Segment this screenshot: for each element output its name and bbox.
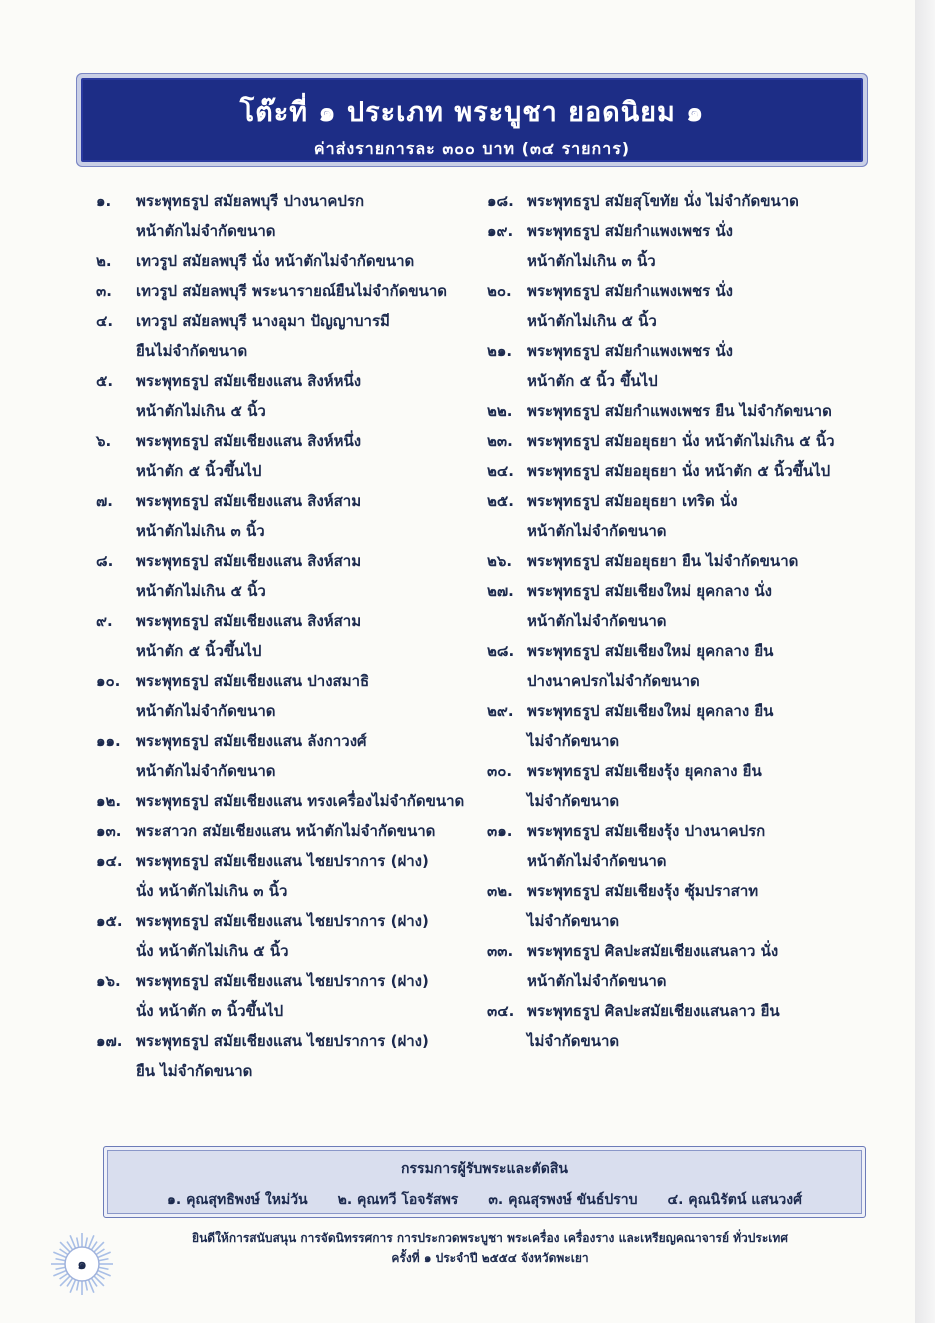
item-number: ๑๓.	[96, 822, 122, 840]
item-line: ไม่จำกัดขนาด	[527, 1032, 620, 1050]
list-item	[96, 816, 496, 846]
list-item	[487, 576, 887, 636]
item-line: นั่ง หน้าตักไม่เกิน ๓ นิ้ว	[136, 882, 288, 900]
item-number: ๑๐.	[96, 672, 121, 690]
list-item	[487, 996, 887, 1056]
item-line: หน้าตักไม่จำกัดขนาด	[527, 612, 667, 630]
item-number: ๒๒.	[487, 402, 513, 420]
list-item	[96, 786, 496, 816]
item-description	[136, 666, 496, 726]
item-description	[136, 786, 496, 816]
item-line: หน้าตักไม่จำกัดขนาด	[136, 702, 276, 720]
item-description	[136, 486, 496, 546]
page-edge	[915, 0, 935, 1323]
item-number: ๒๕.	[487, 492, 514, 510]
item-number: ๒๙.	[487, 702, 514, 720]
item-line: พระพุทธรูป สมัยเชียงแสน ไชยปราการ (ฝาง)	[136, 1032, 429, 1050]
item-number: ๒๑.	[487, 342, 513, 360]
item-description	[136, 546, 496, 606]
list-item	[96, 726, 496, 786]
list-item	[487, 696, 887, 756]
item-description	[527, 756, 887, 816]
item-number: ๙.	[96, 612, 113, 630]
category-banner	[81, 78, 863, 162]
item-description	[527, 876, 887, 936]
committee-member: ๓. คุณสุรพงษ์ ขันธ์ปราบ	[488, 1192, 638, 1208]
item-number: ๕.	[96, 372, 114, 390]
item-line: พระพุทธรูป สมัยเชียงรุ้ง ปางนาคปรก	[527, 822, 766, 840]
list-item	[487, 936, 887, 996]
item-number: ๓๑.	[487, 822, 513, 840]
item-description	[527, 486, 887, 546]
item-number: ๒๘.	[487, 642, 515, 660]
item-number: ๒๐.	[487, 282, 512, 300]
item-line: พระพุทธรูป สมัยอยุธยา นั่ง หน้าตัก ๕ นิ้วขึ้นไป	[527, 462, 831, 480]
item-number: ๓๓.	[487, 942, 514, 960]
item-list-right	[487, 186, 887, 1056]
list-item	[487, 486, 887, 546]
item-number: ๑๑.	[96, 732, 121, 750]
item-line: พระพุทธรูป สมัยกำแพงเพชร นั่ง	[527, 222, 734, 240]
footer-line: ยินดีให้การสนับสนุน การจัดนิทรรศการ การประกวดพระบูชา พระเครื่อง เครื่องราง และเหรียญคณาจารย์ ทั่วประเทศ	[192, 1231, 788, 1245]
item-line: พระพุทธรูป สมัยเชียงใหม่ ยุคกลาง ยืน	[527, 702, 774, 720]
item-line: พระพุทธรูป สมัยเชียงแสน ไชยปราการ (ฝาง)	[136, 972, 429, 990]
list-item	[487, 186, 887, 216]
item-line: พระพุทธรูป สมัยเชียงแสน ไชยปราการ (ฝาง)	[136, 912, 429, 930]
item-description	[527, 426, 887, 456]
item-line: พระพุทธรูป สมัยเชียงแสน สิงห์หนึ่ง	[136, 432, 362, 450]
item-line: พระพุทธรูป สมัยเชียงรุ้ง ซุ้มปราสาท	[527, 882, 759, 900]
item-line: หน้าตัก ๕ นิ้ว ขึ้นไป	[527, 372, 658, 390]
list-item	[96, 1026, 496, 1086]
item-number: ๒๓.	[487, 432, 513, 450]
footer-note	[130, 1228, 850, 1268]
item-line: หน้าตักไม่จำกัดขนาด	[527, 522, 667, 540]
item-line: พระพุทธรูป สมัยเชียงแสน ทรงเครื่องไม่จำกัดขนาด	[136, 792, 465, 810]
item-line: พระพุทธรูป สมัยอยุธยา นั่ง หน้าตักไม่เกิน ๕ นิ้ว	[527, 432, 835, 450]
item-line: พระพุทธรูป สมัยอยุธยา เทริด นั่ง	[527, 492, 738, 510]
item-line: พระพุทธรูป สมัยอยุธยา ยืน ไม่จำกัดขนาด	[527, 552, 799, 570]
item-line: ไม่จำกัดขนาด	[527, 912, 620, 930]
item-line: พระพุทธรูป สมัยเชียงแสน สิงห์สาม	[136, 552, 362, 570]
list-item	[96, 606, 496, 666]
item-line: พระพุทธรูป สมัยกำแพงเพชร นั่ง	[527, 342, 734, 360]
item-line: พระพุทธรูป ศิลปะสมัยเชียงแสนลาว ยืน	[527, 1002, 780, 1020]
item-line: หน้าตักไม่เกิน ๓ นิ้ว	[527, 252, 656, 270]
list-item	[96, 366, 496, 426]
list-item	[487, 876, 887, 936]
item-description	[527, 396, 887, 426]
item-line: พระพุทธรูป ศิลปะสมัยเชียงแสนลาว นั่ง	[527, 942, 779, 960]
item-line: หน้าตักไม่จำกัดขนาด	[136, 762, 276, 780]
item-number: ๗.	[96, 492, 113, 510]
item-description	[527, 186, 887, 216]
item-description	[527, 936, 887, 996]
item-line: พระพุทธรูป สมัยเชียงแสน สิงห์หนึ่ง	[136, 372, 362, 390]
item-description	[136, 276, 496, 306]
list-item	[96, 666, 496, 726]
item-line: พระพุทธรูป สมัยเชียงรุ้ง ยุคกลาง ยืน	[527, 762, 762, 780]
item-line: นั่ง หน้าตัก ๓ นิ้วขึ้นไป	[136, 1002, 284, 1020]
item-line: หน้าตัก ๕ นิ้วขึ้นไป	[136, 642, 262, 660]
item-number: ๑๒.	[96, 792, 122, 810]
item-line: พระพุทธรูป สมัยเชียงแสน สิงห์สาม	[136, 492, 362, 510]
item-description	[527, 696, 887, 756]
list-item	[96, 546, 496, 606]
item-description	[527, 276, 887, 336]
item-description	[136, 306, 496, 366]
item-description	[527, 636, 887, 696]
item-number: ๘.	[96, 552, 114, 570]
page-title: โต๊ะที่ ๑ ประเภท พระบูชา ยอดนิยม ๑	[239, 97, 705, 128]
item-line: พระพุทธรูป สมัยเชียงแสน ไชยปราการ (ฝาง)	[136, 852, 429, 870]
list-item	[487, 456, 887, 486]
item-description	[136, 606, 496, 666]
item-line: พระพุทธรูป สมัยกำแพงเพชร นั่ง	[527, 282, 734, 300]
item-description	[527, 576, 887, 636]
item-number: ๒๔.	[487, 462, 514, 480]
page-number: ๑	[77, 1255, 87, 1273]
item-number: ๒.	[96, 252, 112, 270]
item-number: ๓๐.	[487, 762, 513, 780]
item-description	[136, 426, 496, 486]
item-description	[136, 816, 496, 846]
item-description	[527, 336, 887, 396]
item-line: เทวรูป สมัยลพบุรี นางอุมา ปัญญาบารมี	[136, 312, 390, 330]
item-number: ๖.	[96, 432, 112, 450]
item-number: ๔.	[96, 312, 114, 330]
item-description	[136, 726, 496, 786]
list-item	[96, 426, 496, 486]
item-number: ๑๕.	[96, 912, 123, 930]
item-line: พระสาวก สมัยเชียงแสน หน้าตักไม่จำกัดขนาด	[136, 822, 436, 840]
list-item	[96, 186, 496, 246]
item-line: หน้าตักไม่เกิน ๕ นิ้ว	[136, 402, 266, 420]
item-line: เทวรูป สมัยลพบุรี นั่ง หน้าตักไม่จำกัดขนาด	[136, 252, 415, 270]
list-item	[96, 846, 496, 906]
item-description	[527, 456, 887, 486]
item-number: ๑๗.	[96, 1032, 123, 1050]
committee-members	[104, 1189, 865, 1211]
committee-member: ๑. คุณสุทธิพงษ์ ใหม่วัน	[166, 1192, 308, 1208]
item-number: ๒๖.	[487, 552, 513, 570]
item-line: พระพุทธรูป สมัยเชียงใหม่ ยุคกลาง นั่ง	[527, 582, 772, 600]
item-line: ไม่จำกัดขนาด	[527, 792, 620, 810]
item-line: พระพุทธรูป สมัยเชียงแสน สิงห์สาม	[136, 612, 362, 630]
item-number: ๑๘.	[487, 192, 514, 210]
item-line: พระพุทธรูป สมัยเชียงแสน ปางสมาธิ	[136, 672, 370, 690]
item-number: ๑๔.	[96, 852, 123, 870]
page-subtitle: ค่าส่งรายการละ ๓๐๐ บาท (๓๔ รายการ)	[313, 139, 631, 158]
item-line: พระพุทธรูป สมัยลพบุรี ปางนาคปรก	[136, 192, 365, 210]
item-line: พระพุทธรูป สมัยเชียงใหม่ ยุคกลาง ยืน	[527, 642, 774, 660]
item-line: นั่ง หน้าตักไม่เกิน ๕ นิ้ว	[136, 942, 289, 960]
item-description	[527, 816, 887, 876]
item-line: พระพุทธรูป สมัยสุโขทัย นั่ง ไม่จำกัดขนาด	[527, 192, 799, 210]
item-line: หน้าตักไม่จำกัดขนาด	[527, 852, 667, 870]
item-description	[136, 366, 496, 426]
item-description	[136, 906, 496, 966]
list-item	[487, 276, 887, 336]
item-line: หน้าตักไม่จำกัดขนาด	[527, 972, 667, 990]
item-description	[527, 546, 887, 576]
item-description	[136, 1026, 496, 1086]
item-line: ยืนไม่จำกัดขนาด	[136, 342, 248, 360]
list-item	[96, 906, 496, 966]
item-line: ไม่จำกัดขนาด	[527, 732, 620, 750]
item-line: ยืน ไม่จำกัดขนาด	[136, 1062, 253, 1080]
item-description	[136, 246, 496, 276]
item-line: หน้าตัก ๕ นิ้วขึ้นไป	[136, 462, 262, 480]
committee-title: กรรมการผู้รับพระและตัดสิน	[401, 1161, 568, 1177]
item-line: หน้าตักไม่เกิน ๕ นิ้ว	[136, 582, 266, 600]
list-item	[487, 636, 887, 696]
list-item	[96, 486, 496, 546]
item-line: พระพุทธรูป สมัยเชียงแสน ลังกาวงศ์	[136, 732, 367, 750]
page-number-badge	[50, 1232, 114, 1296]
item-number: ๑๖.	[96, 972, 121, 990]
item-line: หน้าตักไม่เกิน ๕ นิ้ว	[527, 312, 657, 330]
item-line: ปางนาคปรกไม่จำกัดขนาด	[527, 672, 700, 690]
item-line: เทวรูป สมัยลพบุรี พระนารายณ์ยืนไม่จำกัดขนาด	[136, 282, 447, 300]
item-line: พระพุทธรูป สมัยกำแพงเพชร ยืน ไม่จำกัดขนาด	[527, 402, 832, 420]
list-item	[487, 396, 887, 426]
list-item	[96, 306, 496, 366]
list-item	[487, 816, 887, 876]
item-description	[136, 186, 496, 246]
list-item	[96, 276, 496, 306]
item-number: ๓.	[96, 282, 112, 300]
footer-line: ครั้งที่ ๑ ประจำปี ๒๕๕๔ จังหวัดพะเยา	[391, 1251, 589, 1265]
list-item	[96, 966, 496, 1026]
list-item	[487, 336, 887, 396]
committee-box	[103, 1146, 866, 1218]
list-item	[487, 546, 887, 576]
item-line: หน้าตักไม่จำกัดขนาด	[136, 222, 276, 240]
list-item	[487, 216, 887, 276]
item-number: ๑.	[96, 192, 112, 210]
item-description	[527, 216, 887, 276]
item-description	[527, 996, 887, 1056]
item-list-left	[96, 186, 496, 1086]
item-line: หน้าตักไม่เกิน ๓ นิ้ว	[136, 522, 265, 540]
item-description	[136, 966, 496, 1026]
item-description	[136, 846, 496, 906]
item-number: ๑๙.	[487, 222, 514, 240]
list-item	[96, 246, 496, 276]
item-number: ๒๗.	[487, 582, 514, 600]
list-item	[487, 756, 887, 816]
list-item	[487, 426, 887, 456]
committee-member: ๔. คุณนิรัตน์ แสนวงศ์	[667, 1192, 803, 1208]
item-number: ๓๔.	[487, 1002, 515, 1020]
committee-member: ๒. คุณทวี โอจรัสพร	[337, 1192, 459, 1208]
item-number: ๓๒.	[487, 882, 513, 900]
